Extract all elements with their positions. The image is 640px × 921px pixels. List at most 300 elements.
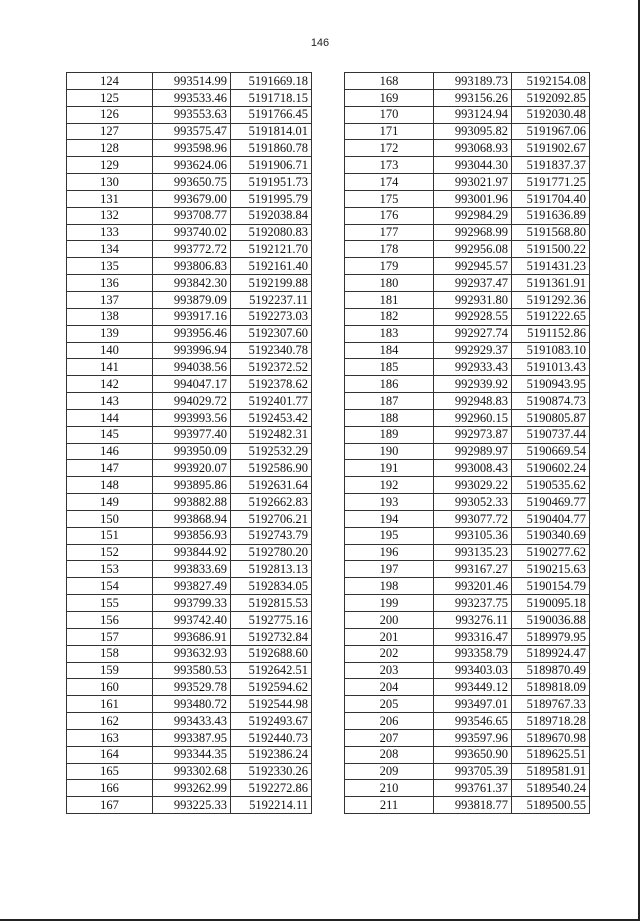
x-coordinate-cell: 993575.47	[153, 123, 231, 140]
point-number-cell: 188	[345, 409, 434, 426]
table-row	[345, 190, 590, 207]
point-number-cell: 205	[345, 696, 434, 713]
x-coordinate-cell: 993225.33	[153, 797, 231, 814]
x-coordinate-cell: 993533.46	[153, 89, 231, 106]
y-coordinate-cell: 5192732.84	[231, 628, 312, 645]
y-coordinate-cell: 5192532.29	[231, 443, 312, 460]
point-number-cell: 172	[345, 140, 434, 157]
x-coordinate-cell: 993302.68	[153, 763, 231, 780]
x-coordinate-cell: 993403.03	[434, 662, 512, 679]
point-number-cell: 207	[345, 729, 434, 746]
page-number: 146	[310, 37, 330, 49]
table-row	[67, 325, 312, 342]
y-coordinate-cell: 5189581.91	[512, 763, 590, 780]
x-coordinate-cell: 993882.88	[153, 494, 231, 511]
y-coordinate-cell: 5192706.21	[231, 510, 312, 527]
table-row	[345, 510, 590, 527]
y-coordinate-cell: 5192775.16	[231, 612, 312, 629]
x-coordinate-cell: 993799.33	[153, 595, 231, 612]
y-coordinate-cell: 5190154.79	[512, 578, 590, 595]
table-row	[345, 763, 590, 780]
x-coordinate-cell: 993806.83	[153, 258, 231, 275]
y-coordinate-cell: 5192642.51	[231, 662, 312, 679]
table-row	[67, 797, 312, 814]
table-row	[67, 393, 312, 410]
point-number-cell: 175	[345, 190, 434, 207]
y-coordinate-cell: 5190737.44	[512, 426, 590, 443]
x-coordinate-cell: 993977.40	[153, 426, 231, 443]
point-number-cell: 160	[67, 679, 153, 696]
table-row	[67, 224, 312, 241]
table-row	[67, 696, 312, 713]
y-coordinate-cell: 5189979.95	[512, 628, 590, 645]
point-number-cell: 146	[67, 443, 153, 460]
table-row	[345, 207, 590, 224]
y-coordinate-cell: 5191951.73	[231, 174, 312, 191]
table-row	[67, 73, 312, 90]
point-number-cell: 211	[345, 797, 434, 814]
x-coordinate-cell: 993387.95	[153, 729, 231, 746]
table-row	[67, 190, 312, 207]
table-row	[67, 342, 312, 359]
table-row	[67, 578, 312, 595]
x-coordinate-cell: 992931.80	[434, 291, 512, 308]
point-number-cell: 185	[345, 359, 434, 376]
point-number-cell: 210	[345, 780, 434, 797]
table-row	[345, 224, 590, 241]
x-coordinate-cell: 993740.02	[153, 224, 231, 241]
x-coordinate-cell: 993950.09	[153, 443, 231, 460]
x-coordinate-cell: 993124.94	[434, 106, 512, 123]
table-row	[345, 174, 590, 191]
x-coordinate-cell: 993358.79	[434, 645, 512, 662]
x-coordinate-cell: 992933.43	[434, 359, 512, 376]
y-coordinate-cell: 5190404.77	[512, 510, 590, 527]
x-coordinate-cell: 993844.92	[153, 544, 231, 561]
y-coordinate-cell: 5190469.77	[512, 494, 590, 511]
y-coordinate-cell: 5191568.80	[512, 224, 590, 241]
point-number-cell: 178	[345, 241, 434, 258]
table-row	[345, 628, 590, 645]
y-coordinate-cell: 5192813.13	[231, 561, 312, 578]
table-row	[345, 89, 590, 106]
x-coordinate-cell: 993868.94	[153, 510, 231, 527]
point-number-cell: 199	[345, 595, 434, 612]
table-row	[345, 460, 590, 477]
point-number-cell: 198	[345, 578, 434, 595]
table-row	[345, 527, 590, 544]
point-number-cell: 148	[67, 477, 153, 494]
x-coordinate-cell: 994038.56	[153, 359, 231, 376]
point-number-cell: 129	[67, 157, 153, 174]
point-number-cell: 128	[67, 140, 153, 157]
table-row	[345, 561, 590, 578]
x-coordinate-cell: 992960.15	[434, 409, 512, 426]
y-coordinate-cell: 5191431.23	[512, 258, 590, 275]
coordinates-table-left	[66, 72, 312, 814]
point-number-cell: 142	[67, 376, 153, 393]
table-row	[67, 628, 312, 645]
point-number-cell: 170	[345, 106, 434, 123]
y-coordinate-cell: 5191771.25	[512, 174, 590, 191]
point-number-cell: 165	[67, 763, 153, 780]
point-number-cell: 136	[67, 275, 153, 292]
x-coordinate-cell: 993632.93	[153, 645, 231, 662]
table-row	[345, 359, 590, 376]
y-coordinate-cell: 5191361.91	[512, 275, 590, 292]
x-coordinate-cell: 993201.46	[434, 578, 512, 595]
x-coordinate-cell: 993449.12	[434, 679, 512, 696]
point-number-cell: 139	[67, 325, 153, 342]
y-coordinate-cell: 5190805.87	[512, 409, 590, 426]
point-number-cell: 135	[67, 258, 153, 275]
table-body-right	[345, 73, 590, 814]
point-number-cell: 141	[67, 359, 153, 376]
point-number-cell: 183	[345, 325, 434, 342]
x-coordinate-cell: 993761.37	[434, 780, 512, 797]
y-coordinate-cell: 5192307.60	[231, 325, 312, 342]
x-coordinate-cell: 993514.99	[153, 73, 231, 90]
point-number-cell: 127	[67, 123, 153, 140]
x-coordinate-cell: 993546.65	[434, 713, 512, 730]
y-coordinate-cell: 5190874.73	[512, 393, 590, 410]
point-number-cell: 181	[345, 291, 434, 308]
y-coordinate-cell: 5191967.06	[512, 123, 590, 140]
x-coordinate-cell: 992956.08	[434, 241, 512, 258]
point-number-cell: 191	[345, 460, 434, 477]
y-coordinate-cell: 5192440.73	[231, 729, 312, 746]
point-number-cell: 159	[67, 662, 153, 679]
table-row	[345, 308, 590, 325]
y-coordinate-cell: 5192121.70	[231, 241, 312, 258]
x-coordinate-cell: 992989.97	[434, 443, 512, 460]
point-number-cell: 174	[345, 174, 434, 191]
point-number-cell: 147	[67, 460, 153, 477]
x-coordinate-cell: 993827.49	[153, 578, 231, 595]
y-coordinate-cell: 5191995.79	[231, 190, 312, 207]
table-row	[345, 258, 590, 275]
y-coordinate-cell: 5192401.77	[231, 393, 312, 410]
point-number-cell: 171	[345, 123, 434, 140]
table-row	[345, 746, 590, 763]
point-number-cell: 145	[67, 426, 153, 443]
x-coordinate-cell: 992928.55	[434, 308, 512, 325]
y-coordinate-cell: 5189818.09	[512, 679, 590, 696]
table-row	[67, 595, 312, 612]
x-coordinate-cell: 992948.83	[434, 393, 512, 410]
table-row	[67, 258, 312, 275]
x-coordinate-cell: 993708.77	[153, 207, 231, 224]
y-coordinate-cell: 5192544.98	[231, 696, 312, 713]
y-coordinate-cell: 5189870.49	[512, 662, 590, 679]
x-coordinate-cell: 993316.47	[434, 628, 512, 645]
y-coordinate-cell: 5192272.86	[231, 780, 312, 797]
y-coordinate-cell: 5189767.33	[512, 696, 590, 713]
x-coordinate-cell: 993095.82	[434, 123, 512, 140]
point-number-cell: 204	[345, 679, 434, 696]
point-number-cell: 144	[67, 409, 153, 426]
x-coordinate-cell: 993156.26	[434, 89, 512, 106]
x-coordinate-cell: 992937.47	[434, 275, 512, 292]
table-row	[345, 729, 590, 746]
table-row	[67, 679, 312, 696]
y-coordinate-cell: 5192743.79	[231, 527, 312, 544]
point-number-cell: 189	[345, 426, 434, 443]
table-row	[345, 662, 590, 679]
point-number-cell: 176	[345, 207, 434, 224]
x-coordinate-cell: 993553.63	[153, 106, 231, 123]
y-coordinate-cell: 5192237.11	[231, 291, 312, 308]
x-coordinate-cell: 993433.43	[153, 713, 231, 730]
point-number-cell: 154	[67, 578, 153, 595]
y-coordinate-cell: 5192662.83	[231, 494, 312, 511]
x-coordinate-cell: 993344.35	[153, 746, 231, 763]
table-row	[67, 460, 312, 477]
x-coordinate-cell: 992927.74	[434, 325, 512, 342]
table-row	[67, 662, 312, 679]
table-row	[67, 140, 312, 157]
table-row	[67, 359, 312, 376]
y-coordinate-cell: 5191704.40	[512, 190, 590, 207]
table-row	[67, 409, 312, 426]
y-coordinate-cell: 5191669.18	[231, 73, 312, 90]
table-row	[67, 713, 312, 730]
table-row	[345, 443, 590, 460]
y-coordinate-cell: 5190095.18	[512, 595, 590, 612]
x-coordinate-cell: 993842.30	[153, 275, 231, 292]
table-row	[345, 645, 590, 662]
point-number-cell: 209	[345, 763, 434, 780]
y-coordinate-cell: 5190535.62	[512, 477, 590, 494]
point-number-cell: 202	[345, 645, 434, 662]
x-coordinate-cell: 993996.94	[153, 342, 231, 359]
y-coordinate-cell: 5190669.54	[512, 443, 590, 460]
x-coordinate-cell: 993276.11	[434, 612, 512, 629]
table-row	[67, 241, 312, 258]
y-coordinate-cell: 5190215.63	[512, 561, 590, 578]
table-row	[67, 763, 312, 780]
point-number-cell: 164	[67, 746, 153, 763]
y-coordinate-cell: 5192030.48	[512, 106, 590, 123]
y-coordinate-cell: 5192386.24	[231, 746, 312, 763]
point-number-cell: 208	[345, 746, 434, 763]
table-row	[67, 106, 312, 123]
point-number-cell: 150	[67, 510, 153, 527]
table-row	[345, 696, 590, 713]
table-row	[67, 275, 312, 292]
table-body-left	[67, 73, 312, 814]
table-row	[67, 157, 312, 174]
table-row	[345, 342, 590, 359]
point-number-cell: 195	[345, 527, 434, 544]
y-coordinate-cell: 5192594.62	[231, 679, 312, 696]
point-number-cell: 190	[345, 443, 434, 460]
x-coordinate-cell: 993135.23	[434, 544, 512, 561]
table-row	[345, 426, 590, 443]
table-row	[67, 729, 312, 746]
y-coordinate-cell: 5192372.52	[231, 359, 312, 376]
x-coordinate-cell: 993686.91	[153, 628, 231, 645]
x-coordinate-cell: 993879.09	[153, 291, 231, 308]
x-coordinate-cell: 992945.57	[434, 258, 512, 275]
point-number-cell: 124	[67, 73, 153, 90]
y-coordinate-cell: 5192154.08	[512, 73, 590, 90]
y-coordinate-cell: 5192493.67	[231, 713, 312, 730]
x-coordinate-cell: 993650.75	[153, 174, 231, 191]
y-coordinate-cell: 5191860.78	[231, 140, 312, 157]
table-row	[345, 106, 590, 123]
table-row	[345, 123, 590, 140]
x-coordinate-cell: 993917.16	[153, 308, 231, 325]
point-number-cell: 182	[345, 308, 434, 325]
point-number-cell: 161	[67, 696, 153, 713]
x-coordinate-cell: 993480.72	[153, 696, 231, 713]
table-row	[345, 494, 590, 511]
x-coordinate-cell: 993624.06	[153, 157, 231, 174]
y-coordinate-cell: 5192161.40	[231, 258, 312, 275]
point-number-cell: 201	[345, 628, 434, 645]
table-row	[345, 393, 590, 410]
x-coordinate-cell: 993189.73	[434, 73, 512, 90]
x-coordinate-cell: 993650.90	[434, 746, 512, 763]
point-number-cell: 162	[67, 713, 153, 730]
table-row	[345, 595, 590, 612]
point-number-cell: 206	[345, 713, 434, 730]
y-coordinate-cell: 5191636.89	[512, 207, 590, 224]
table-row	[67, 494, 312, 511]
x-coordinate-cell: 993044.30	[434, 157, 512, 174]
point-number-cell: 163	[67, 729, 153, 746]
point-number-cell: 131	[67, 190, 153, 207]
table-row	[67, 174, 312, 191]
x-coordinate-cell: 993237.75	[434, 595, 512, 612]
x-coordinate-cell: 993833.69	[153, 561, 231, 578]
x-coordinate-cell: 993497.01	[434, 696, 512, 713]
y-coordinate-cell: 5189924.47	[512, 645, 590, 662]
point-number-cell: 152	[67, 544, 153, 561]
x-coordinate-cell: 993167.27	[434, 561, 512, 578]
x-coordinate-cell: 993993.56	[153, 409, 231, 426]
table-row	[345, 797, 590, 814]
point-number-cell: 125	[67, 89, 153, 106]
x-coordinate-cell: 992939.92	[434, 376, 512, 393]
y-coordinate-cell: 5191500.22	[512, 241, 590, 258]
point-number-cell: 158	[67, 645, 153, 662]
table-row	[67, 510, 312, 527]
y-coordinate-cell: 5192340.78	[231, 342, 312, 359]
x-coordinate-cell: 993818.77	[434, 797, 512, 814]
y-coordinate-cell: 5189625.51	[512, 746, 590, 763]
point-number-cell: 130	[67, 174, 153, 191]
table-row	[345, 612, 590, 629]
table-row	[67, 746, 312, 763]
y-coordinate-cell: 5191152.86	[512, 325, 590, 342]
y-coordinate-cell: 5191292.36	[512, 291, 590, 308]
y-coordinate-cell: 5190277.62	[512, 544, 590, 561]
table-row	[345, 291, 590, 308]
y-coordinate-cell: 5192038.84	[231, 207, 312, 224]
table-row	[67, 612, 312, 629]
point-number-cell: 196	[345, 544, 434, 561]
point-number-cell: 197	[345, 561, 434, 578]
y-coordinate-cell: 5192199.88	[231, 275, 312, 292]
table-row	[67, 561, 312, 578]
x-coordinate-cell: 993742.40	[153, 612, 231, 629]
y-coordinate-cell: 5192482.31	[231, 426, 312, 443]
table-row	[345, 409, 590, 426]
y-coordinate-cell: 5192080.83	[231, 224, 312, 241]
y-coordinate-cell: 5189718.28	[512, 713, 590, 730]
point-number-cell: 143	[67, 393, 153, 410]
coordinates-table-right	[344, 72, 590, 814]
table-row	[345, 376, 590, 393]
y-coordinate-cell: 5192834.05	[231, 578, 312, 595]
point-number-cell: 140	[67, 342, 153, 359]
x-coordinate-cell: 992929.37	[434, 342, 512, 359]
table-row	[67, 291, 312, 308]
x-coordinate-cell: 993052.33	[434, 494, 512, 511]
y-coordinate-cell: 5190340.69	[512, 527, 590, 544]
point-number-cell: 157	[67, 628, 153, 645]
y-coordinate-cell: 5191013.43	[512, 359, 590, 376]
table-row	[67, 443, 312, 460]
x-coordinate-cell: 993597.96	[434, 729, 512, 746]
point-number-cell: 194	[345, 510, 434, 527]
x-coordinate-cell: 992984.29	[434, 207, 512, 224]
table-row	[345, 275, 590, 292]
point-number-cell: 153	[67, 561, 153, 578]
table-row	[345, 157, 590, 174]
table-row	[345, 73, 590, 90]
table-row	[67, 308, 312, 325]
y-coordinate-cell: 5192453.42	[231, 409, 312, 426]
point-number-cell: 149	[67, 494, 153, 511]
table-row	[345, 325, 590, 342]
point-number-cell: 184	[345, 342, 434, 359]
point-number-cell: 167	[67, 797, 153, 814]
x-coordinate-cell: 993956.46	[153, 325, 231, 342]
point-number-cell: 203	[345, 662, 434, 679]
table-row	[67, 123, 312, 140]
x-coordinate-cell: 993529.78	[153, 679, 231, 696]
x-coordinate-cell: 993580.53	[153, 662, 231, 679]
point-number-cell: 134	[67, 241, 153, 258]
y-coordinate-cell: 5191222.65	[512, 308, 590, 325]
x-coordinate-cell: 992968.99	[434, 224, 512, 241]
x-coordinate-cell: 993008.43	[434, 460, 512, 477]
x-coordinate-cell: 993679.00	[153, 190, 231, 207]
point-number-cell: 180	[345, 275, 434, 292]
point-number-cell: 179	[345, 258, 434, 275]
point-number-cell: 193	[345, 494, 434, 511]
y-coordinate-cell: 5190036.88	[512, 612, 590, 629]
table-row	[67, 89, 312, 106]
x-coordinate-cell: 993021.97	[434, 174, 512, 191]
point-number-cell: 155	[67, 595, 153, 612]
table-row	[67, 376, 312, 393]
point-number-cell: 126	[67, 106, 153, 123]
x-coordinate-cell: 992973.87	[434, 426, 512, 443]
x-coordinate-cell: 993068.93	[434, 140, 512, 157]
x-coordinate-cell: 993920.07	[153, 460, 231, 477]
y-coordinate-cell: 5189670.98	[512, 729, 590, 746]
y-coordinate-cell: 5192378.62	[231, 376, 312, 393]
point-number-cell: 156	[67, 612, 153, 629]
table-row	[345, 140, 590, 157]
table-row	[345, 544, 590, 561]
x-coordinate-cell: 993077.72	[434, 510, 512, 527]
point-number-cell: 177	[345, 224, 434, 241]
